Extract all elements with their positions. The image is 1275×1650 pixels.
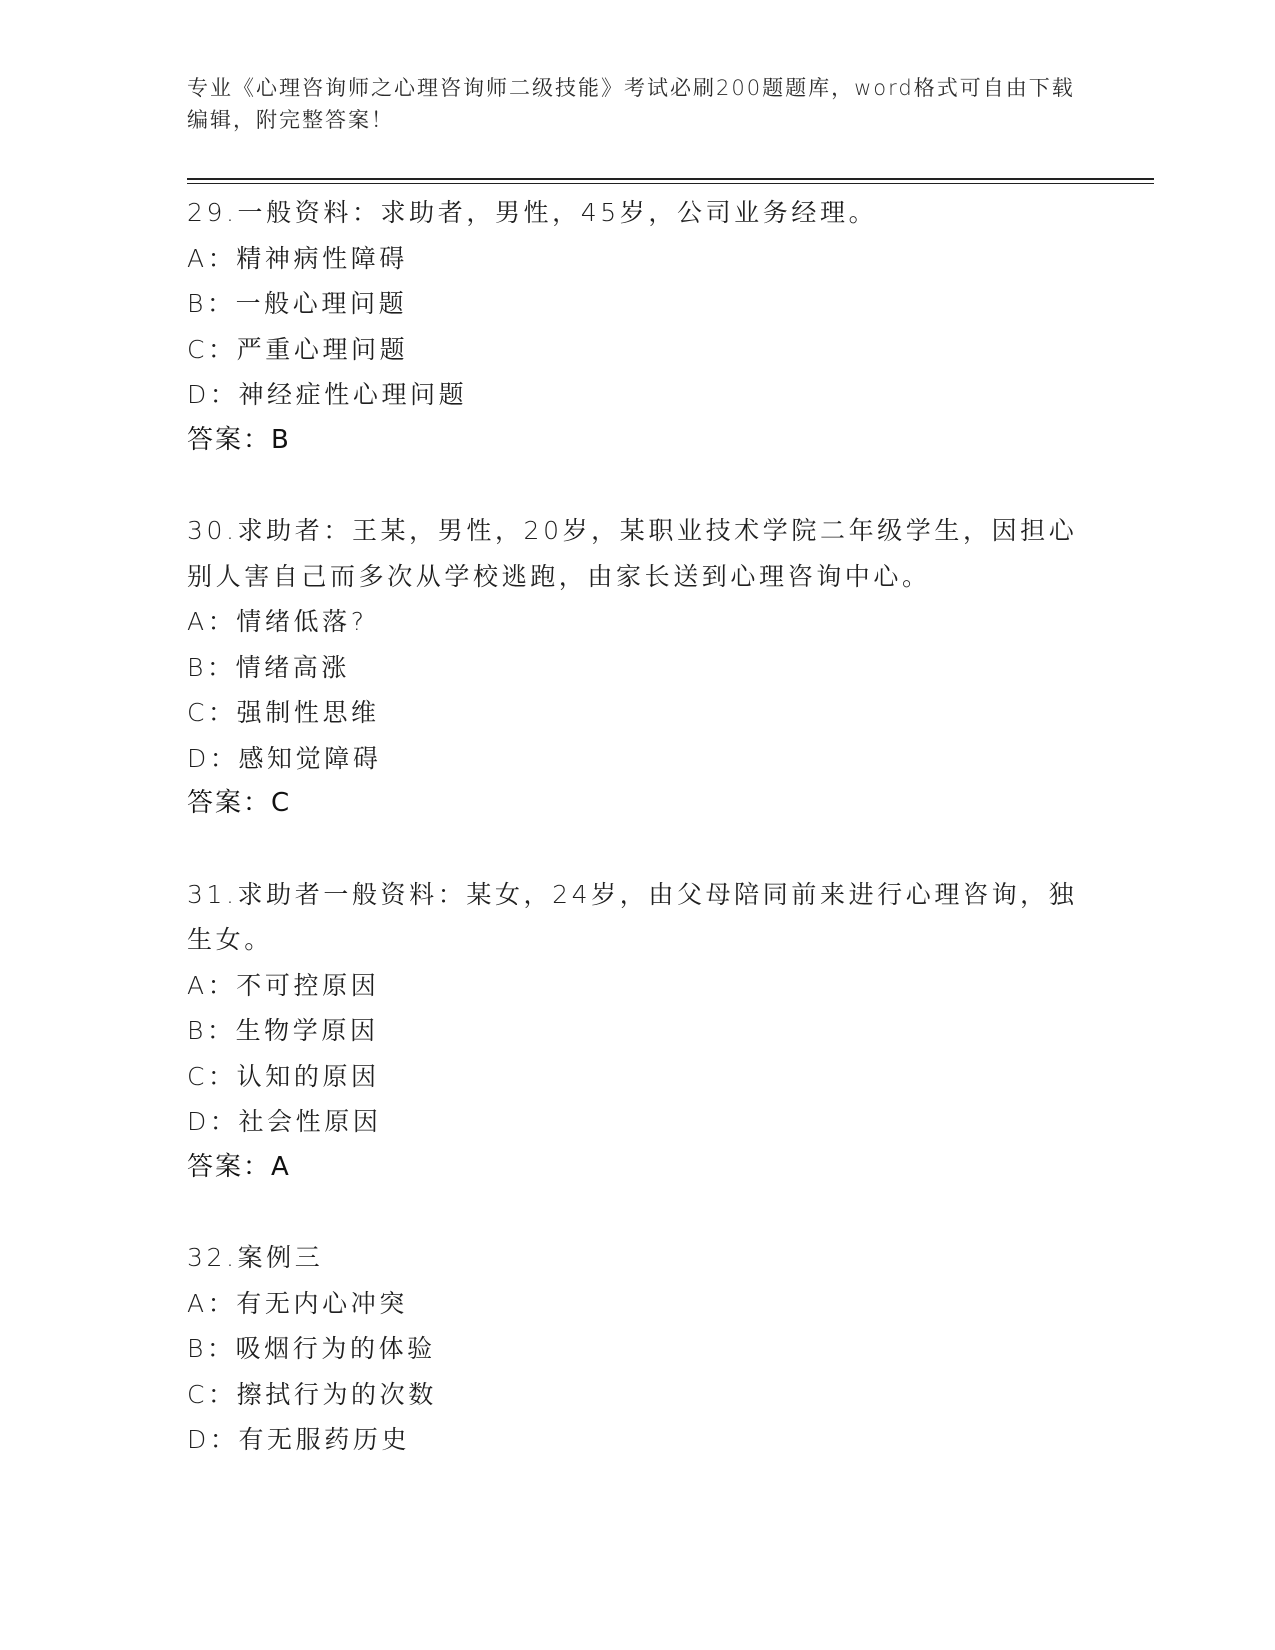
question-31 (187, 872, 1087, 1191)
option-a: A：情绪低落? (187, 607, 368, 636)
option-b: B：吸烟行为的体验 (187, 1334, 436, 1363)
spacer (187, 463, 1087, 508)
answer-line: 答案：B (187, 424, 291, 455)
question-stem: 30.求助者：王某，男性，20岁，某职业技术学院二年级学生，因担心别人害自己而多次从学校逃跑，由家长送到心理咨询中心。 (187, 516, 1078, 591)
option-b: B：生物学原因 (187, 1016, 379, 1045)
question-stem: 31.求助者一般资料：某女，24岁，由父母陪同前来进行心理咨询，独生女。 (187, 879, 1078, 954)
header-divider-thick (187, 178, 1154, 180)
question-32 (187, 1235, 1087, 1463)
option-c: C：强制性思维 (187, 698, 380, 727)
option-c: C：认知的原因 (187, 1061, 380, 1091)
question-stem: 29.一般资料：求助者，男性，45岁，公司业务经理。 (187, 198, 878, 227)
document-header: 专业《心理咨询师之心理咨询师二级技能》考试必刷200题题库，word格式可自由下载编辑，附完整答案！ (187, 76, 1075, 132)
option-d: D：感知觉障碍 (187, 743, 382, 773)
answer-line: 答案：C (187, 788, 292, 818)
option-b: B：一般心理问题 (187, 289, 408, 318)
option-a: A：有无内心冲突 (187, 1288, 408, 1318)
question-stem: 32.案例三 (187, 1243, 324, 1272)
option-d: D：有无服药历史 (187, 1425, 411, 1454)
question-list (187, 190, 1087, 1463)
option-b: B：情绪高涨 (187, 652, 350, 682)
option-d: D：神经症性心理问题 (187, 380, 468, 409)
option-a: A：不可控原因 (187, 970, 380, 1000)
header-divider-thin (187, 183, 1154, 184)
option-c: C：擦拭行为的次数 (187, 1379, 437, 1409)
spacer (187, 1190, 1087, 1235)
question-29 (187, 190, 1087, 463)
option-d: D：社会性原因 (187, 1107, 382, 1136)
question-30 (187, 508, 1087, 827)
answer-line: 答案：A (187, 1151, 291, 1182)
option-c: C：严重心理问题 (187, 334, 409, 364)
option-a: A：精神病性障碍 (187, 243, 408, 273)
spacer (187, 827, 1087, 872)
